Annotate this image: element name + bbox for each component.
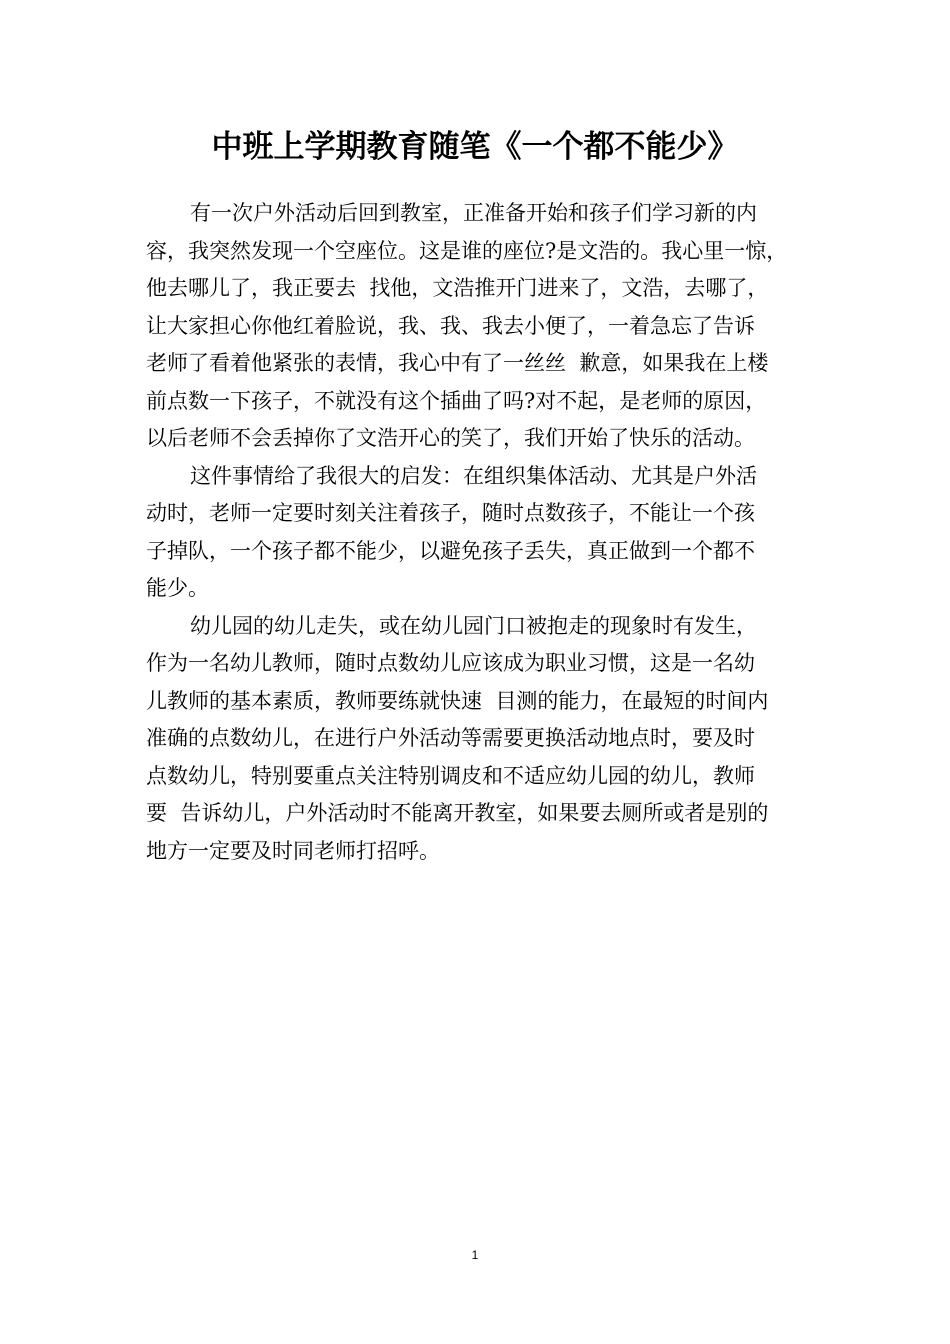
paragraph-1 <box>146 195 826 458</box>
paragraph-line: 让大家担心你他红着脸说，我、我、我去小便了，一着急忘了告诉 <box>146 313 755 338</box>
paragraph-line: 老师了看着他紧张的表情，我心中有了一丝丝 歉意，如果我在上楼 <box>146 351 769 375</box>
paragraph-line: 能少。 <box>146 576 209 600</box>
paragraph-line: 准确的点数幼儿，在进行户外活动等需要更换活动地点时，要及时 <box>146 726 755 750</box>
paragraph-line: 有一次户外活动后回到教室，正准备开始和孩子们学习新的内 <box>190 201 757 225</box>
document-body <box>146 195 826 870</box>
paragraph-line: 他去哪儿了，我正要去 找他，文浩推开门进来了，文浩，去哪了， <box>146 276 769 300</box>
paragraph-line: 点数幼儿，特别要重点关注特别调皮和不适应幼儿园的幼儿，教师 <box>146 763 755 788</box>
paragraph-3 <box>146 608 826 871</box>
paragraph-line: 要 告诉幼儿，户外活动时不能离开教室，如果要去厕所或者是别的 <box>146 801 769 825</box>
paragraph-line: 幼儿园的幼儿走失，或在幼儿园门口被抱走的现象时有发生， <box>190 613 757 638</box>
paragraph-line: 容，我突然发现一个空座位。这是谁的座位?是文浩的。我心里一惊， <box>146 238 788 263</box>
paragraph-line: 儿教师的基本素质，教师要练就快速 目测的能力，在最短的时间内 <box>146 688 769 713</box>
paragraph-line: 子掉队，一个孩子都不能少，以避免孩子丢失，真正做到一个都不 <box>146 538 755 563</box>
paragraph-2 <box>146 458 826 608</box>
paragraph-line: 动时，老师一定要时刻关注着孩子，随时点数孩子，不能让一个孩 <box>146 501 755 525</box>
paragraph-line: 地方一定要及时同老师打招呼。 <box>146 838 440 863</box>
paragraph-line: 作为一名幼儿教师，随时点数幼儿应该成为职业习惯，这是一名幼 <box>146 651 755 675</box>
paragraph-line: 前点数一下孩子，不就没有这个插曲了吗?对不起，是老师的原因， <box>146 388 767 413</box>
page-number: 1 <box>471 1248 479 1262</box>
paragraph-line: 这件事情给了我很大的启发：在组织集体活动、尤其是户外活 <box>190 463 757 488</box>
paragraph-line: 以后老师不会丢掉你了文浩开心的笑了，我们开始了快乐的活动。 <box>146 426 755 450</box>
document-title: 中班上学期教育随笔《一个都不能少》 <box>211 129 739 165</box>
